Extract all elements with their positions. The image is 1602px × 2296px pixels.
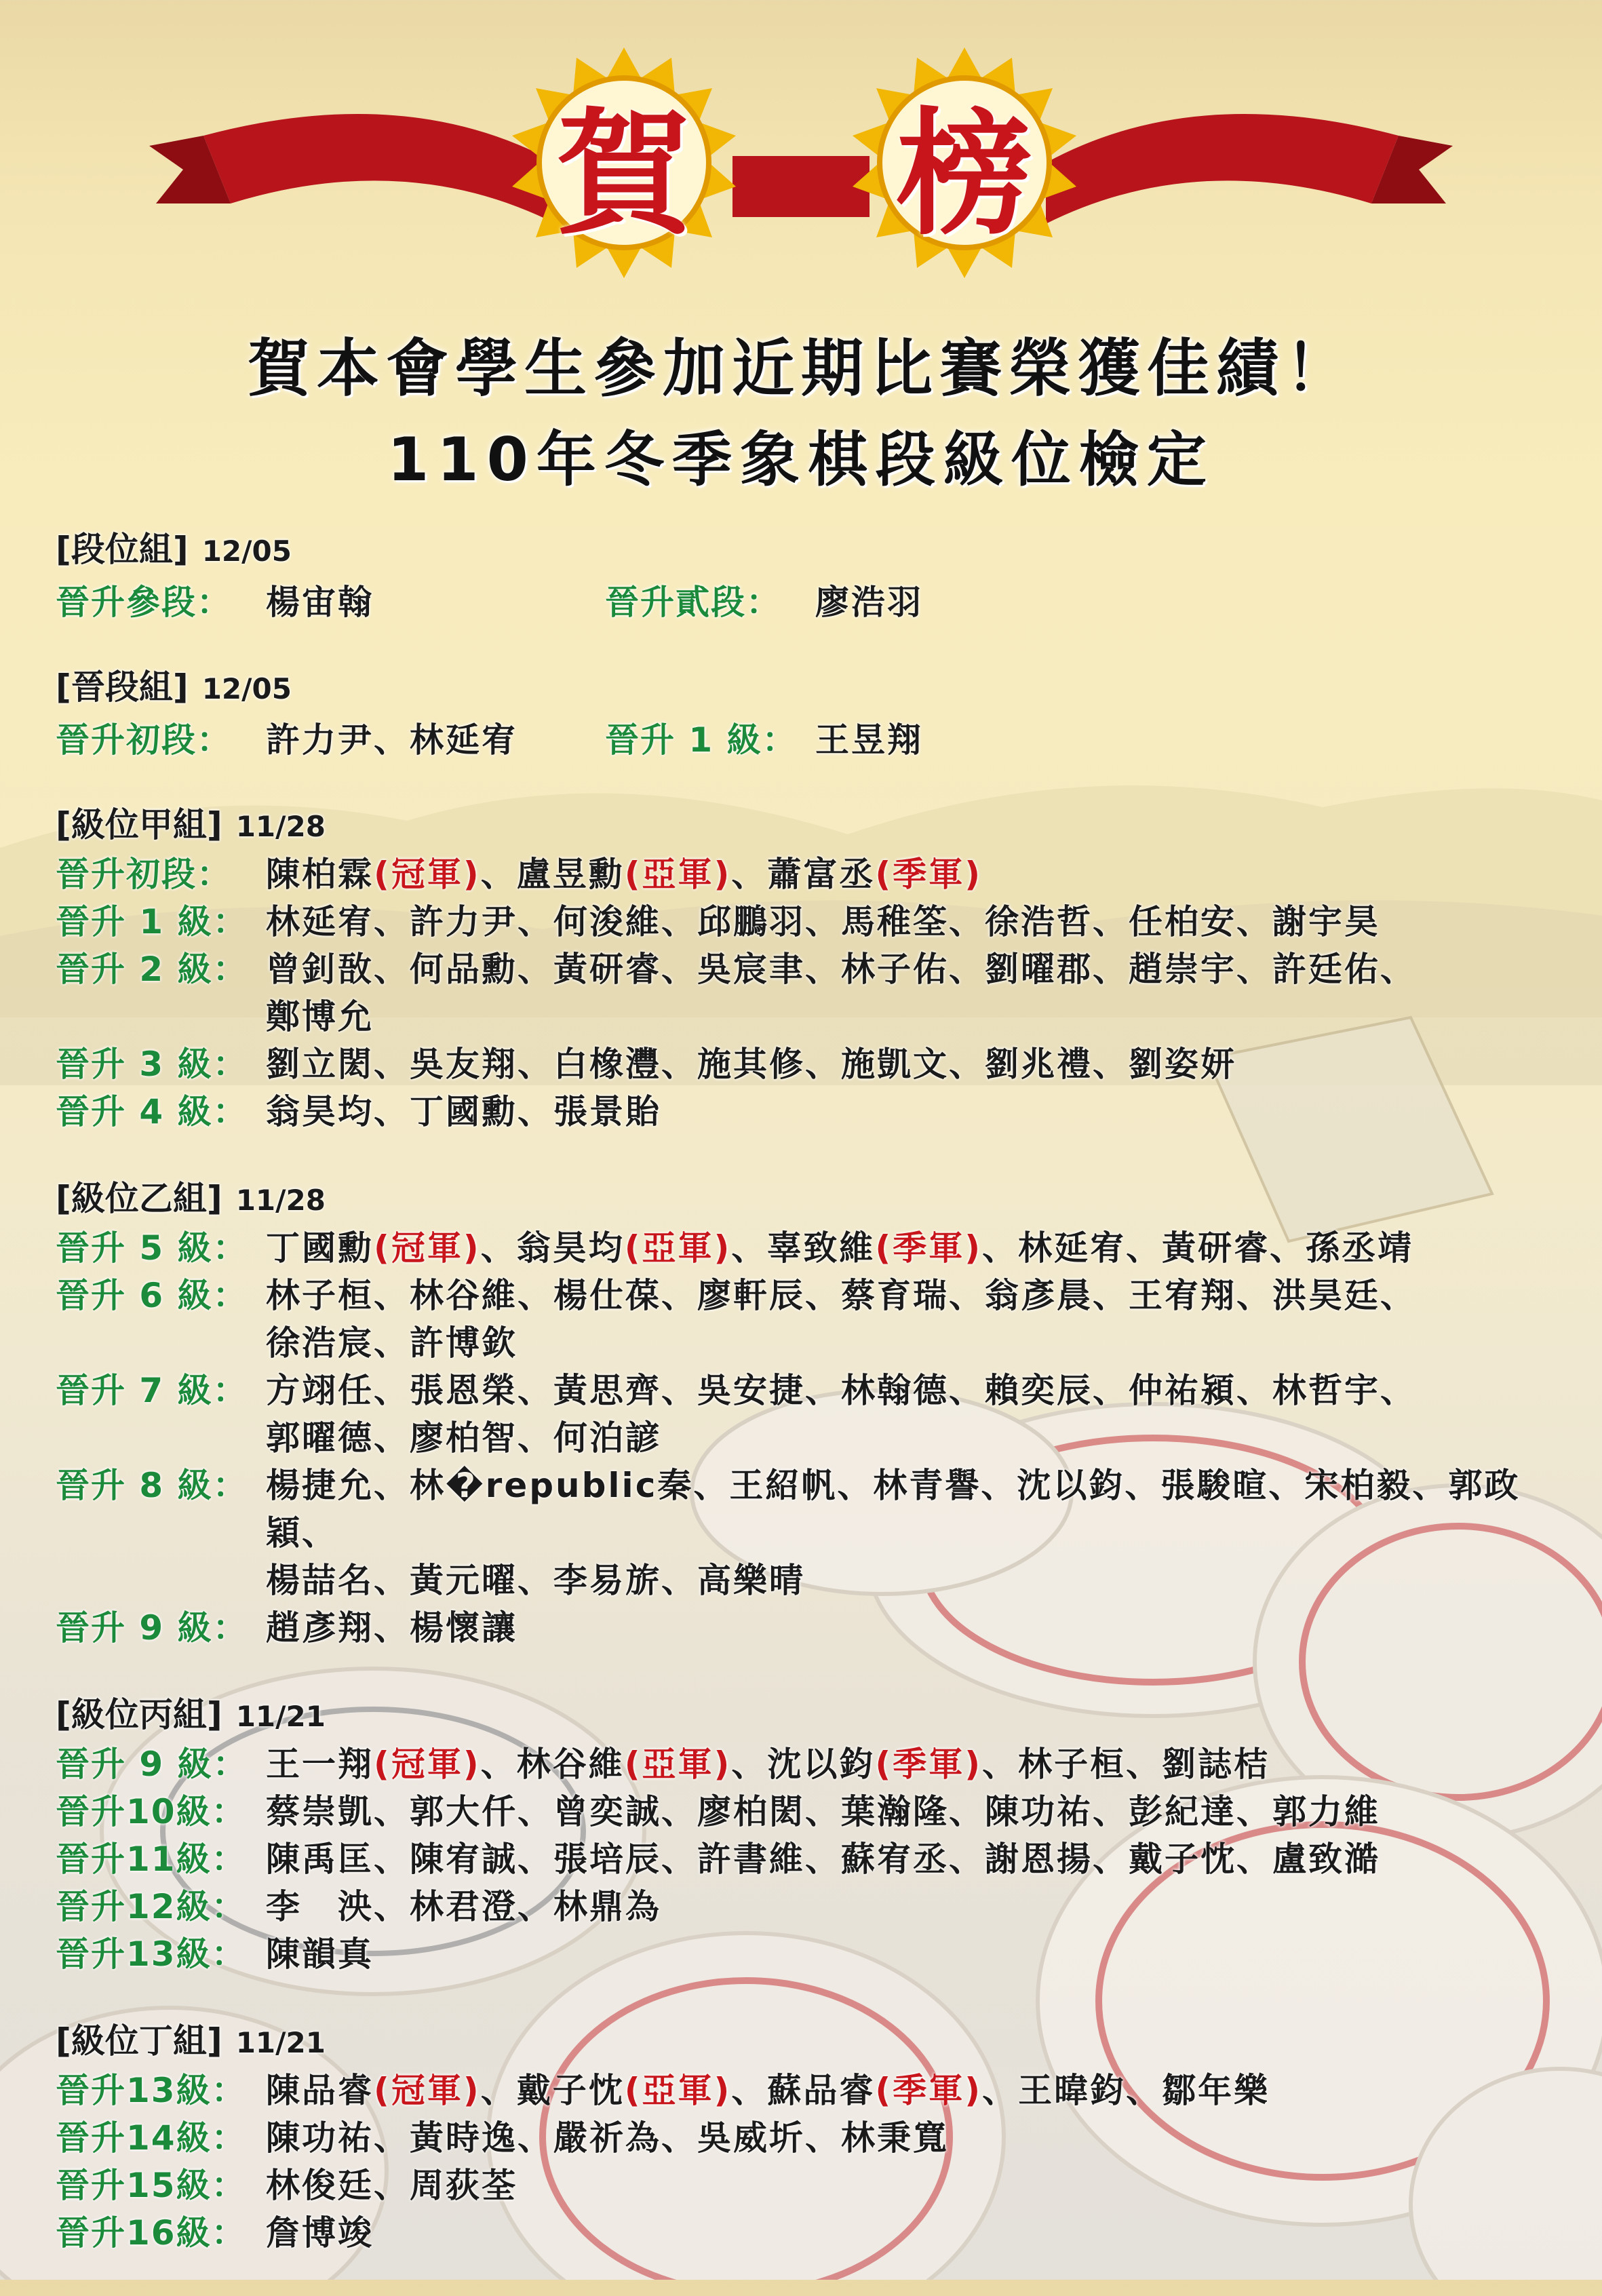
section-name: [級位丁組]: [56, 2021, 222, 2061]
promotion-label: 晉升 5 級：: [56, 1228, 248, 1268]
student-names: 陳韻真: [266, 1934, 374, 1974]
student-names: 、王暐鈞、鄒年樂: [982, 2071, 1270, 2110]
promotion-row: [56, 1414, 1561, 1462]
promotion-names: [266, 1604, 1561, 1652]
promotion-names: 王昱翔: [815, 720, 923, 760]
promotion-names: [266, 1224, 1561, 1272]
student-names: 丁國勳: [266, 1228, 374, 1268]
promotion-names: [266, 898, 1561, 946]
promotion-row: [56, 1930, 1561, 1978]
promotion-row: [56, 2162, 1561, 2209]
section-name: [級位丙組]: [56, 1695, 222, 1734]
promotion-label: 晉升 4 級：: [56, 1092, 248, 1131]
promotion-label: 晉升 6 級：: [56, 1276, 248, 1315]
promotion-label: 晉升 8 級：: [56, 1466, 248, 1505]
promotion-label: [56, 1557, 266, 1604]
promotion-row: [56, 2114, 1561, 2162]
student-names: 鄭博允: [266, 997, 374, 1036]
promotion-label: 晉升 2 級：: [56, 950, 248, 989]
promotion-names: [266, 2162, 1561, 2209]
award-tag: (季軍): [875, 855, 983, 894]
student-names: 陳品睿: [266, 2071, 374, 2110]
student-names: 、戴子忱: [480, 2071, 625, 2110]
promotion-label: 晉升12級：: [56, 1887, 247, 1926]
promotion-names: [266, 2114, 1561, 2162]
student-names: 林子桓、林谷維、楊仕葆、廖軒辰、蔡育瑞、翁彥晨、王宥翔、洪昊廷、: [266, 1276, 1416, 1315]
ribbon-banner: [0, 0, 1602, 339]
promotion-label: 晉升初段：: [56, 720, 232, 760]
section-level-c: [56, 1691, 1561, 1978]
section-name: [級位乙組]: [56, 1179, 222, 1218]
promotion-names: [266, 1883, 1561, 1930]
promotion-names: [266, 2209, 1561, 2257]
promotion-names: 廖浩羽: [815, 583, 923, 622]
student-names: 曾釗敔、何品勳、黃研睿、吳宸聿、林子佑、劉曜郡、趙崇宇、許廷佑、: [266, 950, 1416, 989]
student-names: 、林延宥、黃研睿、孫丞靖: [982, 1228, 1414, 1268]
award-tag: (亞軍): [624, 1745, 732, 1784]
award-tag: (冠軍): [374, 2071, 481, 2110]
promotion-label: 晉升初段：: [56, 855, 232, 894]
student-names: 翁昊均、丁國勳、張景貽: [266, 1092, 661, 1131]
promotion-row: [56, 1224, 1561, 1272]
promotion-row: [56, 993, 1561, 1040]
student-names: 郭曜德、廖柏智、何泊諺: [266, 1418, 661, 1458]
promotion-row: [56, 1788, 1561, 1835]
student-names: 、沈以鈞: [731, 1745, 876, 1784]
promotion-label: 晉升13級：: [56, 2071, 247, 2110]
award-tag: (亞軍): [624, 1228, 732, 1268]
award-tag: (亞軍): [624, 2071, 732, 2110]
section-heading: [56, 1175, 1561, 1224]
student-names: 徐浩宸、許博欽: [266, 1323, 517, 1363]
promotion-row: [56, 1835, 1561, 1883]
promotion-row: [56, 898, 1561, 946]
student-names: 陳功祐、黃時逸、嚴祈為、吳威圻、林秉寬: [266, 2118, 949, 2158]
promotion-label: 晉升參段：: [56, 583, 232, 622]
promotion-label: [56, 1319, 266, 1367]
promotion-label: 晉升10級：: [56, 1792, 247, 1831]
student-names: 劉立閎、吳友翔、白橡灃、施其修、施凱文、劉兆禮、劉姿妍: [266, 1045, 1236, 1084]
section-name: [段位組]: [56, 530, 189, 569]
badge-congrats-1: [509, 47, 739, 278]
student-names: 、辜致維: [731, 1228, 876, 1268]
promotion-names: [266, 1557, 1561, 1604]
student-names: 陳柏霖: [266, 855, 374, 894]
promotion-label: 晉升15級：: [56, 2166, 247, 2205]
promotion-names: 許力尹、林延宥: [266, 720, 517, 760]
student-names: 、蘇品睿: [731, 2071, 876, 2110]
promotion-row: [56, 2067, 1561, 2114]
promotion-label: 晉升16級：: [56, 2213, 247, 2253]
promotion-row: [56, 1272, 1561, 1319]
student-names: 陳禹匡、陳宥誠、張培辰、許書維、蘇宥丞、謝恩揚、戴子忱、盧致澔: [266, 1840, 1380, 1879]
section-heading: [56, 663, 1561, 713]
promotion-label: 晉升 9 級：: [56, 1608, 248, 1648]
promotion-row: [56, 1040, 1561, 1088]
promotion-row: [56, 1604, 1561, 1652]
promotion-label: 晉升 9 級：: [56, 1745, 248, 1784]
student-names: 李 泱、林君澄、林鼎為: [266, 1887, 661, 1926]
promotion-row: [56, 1319, 1561, 1367]
student-names: 詹博竣: [266, 2213, 374, 2253]
section-name: [晉段組]: [56, 667, 189, 707]
student-names: 、林谷維: [480, 1745, 625, 1784]
promotion-label: 晉升14級：: [56, 2118, 247, 2158]
award-tag: (冠軍): [374, 1745, 481, 1784]
section-heading: [56, 526, 1561, 575]
badge-char-he: 賀: [555, 94, 692, 254]
promotion-label: 晉升 1 級：: [56, 902, 248, 941]
section-level-a: [56, 801, 1561, 1135]
promotion-row: [56, 1740, 1561, 1788]
promotion-names: [266, 1088, 1561, 1135]
student-names: 蔡崇凱、郭大仟、曾奕誠、廖柏閎、葉瀚隆、陳功祐、彭紀達、郭力維: [266, 1792, 1380, 1831]
promotion-row: [56, 946, 1561, 993]
promotion-names: [266, 1040, 1561, 1088]
award-tag: (季軍): [875, 1228, 983, 1268]
promotion-names: [266, 1788, 1561, 1835]
promotion-label: 晉升 3 級：: [56, 1045, 248, 1084]
page-title: 賀本會學生參加近期比賽榮獲佳績！: [247, 332, 1354, 405]
award-tag: (冠軍): [374, 855, 481, 894]
promotion-row: [56, 2209, 1561, 2257]
section-level-b: [56, 1175, 1561, 1652]
student-names: 、翁昊均: [480, 1228, 625, 1268]
promotion-row: [56, 1367, 1561, 1414]
section-heading: [56, 1691, 1561, 1740]
page-subtitle: 110年冬季象棋段級位檢定: [387, 425, 1215, 494]
award-tag: (亞軍): [624, 855, 732, 894]
badge-char-bang: 榜: [896, 94, 1032, 254]
promotion-names: [266, 851, 1561, 898]
badge-congrats-2: [849, 47, 1080, 278]
promotion-names: [266, 1319, 1561, 1367]
promotion-row: [56, 1883, 1561, 1930]
award-tag: (季軍): [875, 1745, 983, 1784]
promotion-row: [56, 851, 1561, 898]
promotion-row: [56, 1557, 1561, 1604]
student-names: 王一翔: [266, 1745, 374, 1784]
promotion-names: [266, 1835, 1561, 1883]
student-names: 方翊任、張恩榮、黃思齊、吳安捷、林翰德、賴奕辰、仲祐潁、林哲宇、: [266, 1371, 1416, 1410]
promotion-label: 晉升13級：: [56, 1934, 247, 1974]
promotion-pair: [56, 713, 1561, 762]
student-names: 林延宥、許力尹、何浚維、邱鵬羽、馬稚筌、徐浩哲、任柏安、謝宇昊: [266, 902, 1380, 941]
promotion-names: [266, 1367, 1561, 1414]
promotion-names: [266, 1272, 1561, 1319]
section-level-d: [56, 2017, 1561, 2257]
promotion-names: [266, 1740, 1561, 1788]
section-date: 12/05: [201, 672, 292, 705]
promotion-pair: [56, 575, 1561, 624]
student-names: 楊捷允、林�republic秦、王紹帆、林青譽、沈以鈞、張駿暄、宋柏毅、郭政穎、: [266, 1466, 1521, 1553]
promotion-names: [266, 1414, 1561, 1462]
section-promote-dan-group: [56, 663, 1561, 762]
section-date: 11/28: [235, 1184, 326, 1217]
award-tag: (冠軍): [374, 1228, 481, 1268]
student-names: 、盧昱勳: [480, 855, 625, 894]
promotion-label: 晉升11級：: [56, 1840, 247, 1879]
student-names: 楊喆名、黃元曜、李易旂、高樂晴: [266, 1561, 805, 1600]
promotion-names: [266, 1930, 1561, 1978]
promotion-label: [56, 1414, 266, 1462]
section-date: 12/05: [201, 534, 292, 568]
promotion-names: 楊宙翰: [266, 583, 374, 622]
section-heading: [56, 2017, 1561, 2067]
section-heading: [56, 801, 1561, 851]
promotion-row: [56, 1088, 1561, 1135]
promotion-names: [266, 2067, 1561, 2114]
student-names: 林俊廷、周荻荃: [266, 2166, 517, 2205]
section-date: 11/28: [235, 810, 326, 843]
student-names: 、蕭富丞: [731, 855, 876, 894]
student-names: 趙彥翔、楊懷讓: [266, 1608, 517, 1648]
section-date: 11/21: [235, 1700, 326, 1733]
promotion-names: [266, 993, 1561, 1040]
promotion-label: [56, 993, 266, 1040]
promotion-names: [266, 946, 1561, 993]
promotion-label: 晉升貳段：: [605, 583, 781, 622]
section-dan-group: [56, 526, 1561, 624]
section-date: 11/21: [235, 2026, 326, 2059]
section-name: [級位甲組]: [56, 805, 222, 844]
award-tag: (季軍): [875, 2071, 983, 2110]
promotion-row: [56, 1462, 1561, 1557]
results-list: [56, 526, 1561, 2296]
promotion-names: [266, 1462, 1561, 1557]
student-names: 、林子桓、劉誌桔: [982, 1745, 1270, 1784]
promotion-label: 晉升 7 級：: [56, 1371, 248, 1410]
promotion-label: 晉升 1 級：: [605, 720, 798, 760]
